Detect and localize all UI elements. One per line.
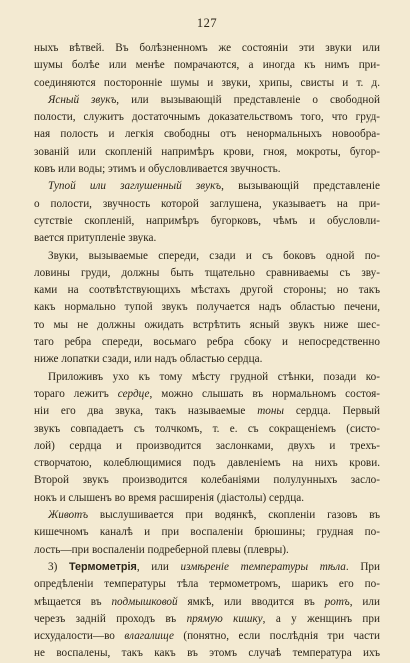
text-line	[34, 611, 380, 628]
paragraph-1	[34, 40, 380, 92]
text-line: ками на соотвѣтствующихъ мѣстахъ другой стороны; но такъ	[34, 284, 380, 297]
text-line: лой) сердца и производится заслонками, двухъ и трехъ-	[34, 439, 380, 452]
text-line: ныхъ вѣтвей. Въ болѣзненномъ же состояніи эти звуки или	[34, 42, 380, 54]
text-fragment: (понятно, если послѣднія три части	[173, 630, 380, 643]
text-fragment: исхудалости—во	[34, 630, 125, 643]
text-line: не воспалены, такъ какъ въ этомъ случаѣ температура ихъ	[34, 647, 380, 660]
text-line: вается притупленіе звука.	[34, 232, 157, 245]
text-line: створчатою, колеблющимися подъ давленіемъ на нихъ крови.	[34, 457, 380, 470]
text-line	[34, 628, 380, 645]
paragraph-comparison	[34, 248, 380, 369]
text-line: лость—при воспаленіи подреберной плевы (плевры).	[34, 543, 289, 556]
text-line: полости, служитъ достаточнымъ доказательствомъ того, что груд-	[34, 111, 380, 124]
text-line: таго ребра спереди, восьмаго ребра сбоку и непосредственно	[34, 336, 380, 349]
text-line: то мы не должны ожидать встрѣтить ясный звукъ ниже шес-	[34, 318, 380, 331]
text-line	[34, 178, 380, 195]
text-line: ная полость и легкія свободны отъ ненормальныхъ новообра-	[34, 128, 380, 141]
paragraph-clear-sound	[34, 92, 380, 178]
term-mouth: ротъ	[324, 595, 350, 608]
text-line	[34, 403, 380, 420]
text-line	[34, 507, 380, 524]
text-line: Второй звукъ производится колебаніями полулунныхъ засло-	[34, 474, 380, 487]
text-line	[34, 386, 380, 403]
text-line	[34, 594, 380, 611]
text-fragment: , вызывающій представленіе	[221, 180, 380, 193]
text-line	[34, 92, 380, 109]
text-line: звукъ совпадаетъ съ толчкомъ, т. е. съ сокращеніемъ (систо-	[34, 422, 380, 435]
paragraph-dull-sound	[34, 178, 380, 247]
text-line: опредѣленіи температуры тѣла термометромъ, шарикъ его по-	[34, 578, 380, 591]
paragraph-heart	[34, 369, 380, 507]
term-temperature-measurement: измѣреніе температуры тѣла	[180, 560, 346, 573]
text-fragment: , а у женщинъ при	[262, 612, 380, 625]
text-line: какъ нормально тупой звукъ получается надъ областью печени,	[34, 301, 380, 314]
text-fragment: , или	[349, 595, 380, 608]
text-line: Приложивъ ухо къ тому мѣсту грудной стѣнки, позади ко-	[48, 370, 380, 383]
term-clear-sound: Ясный звукъ	[48, 93, 117, 106]
text-fragment: выслушивается при водянкѣ, скопленіи газовъ въ	[88, 509, 380, 522]
text-fragment: мѣщается въ	[34, 595, 112, 608]
text-line: кишечномъ каналѣ и при воспаленіи брюшины; грудная по-	[34, 526, 380, 539]
term-tones: тоны	[257, 405, 285, 418]
text-fragment: , можно слышать въ нормальномъ состоя-	[149, 387, 380, 400]
text-line: шумы болѣе или менѣе помрачаются, а иногда къ нимъ при-	[34, 59, 380, 72]
text-line: Звуки, вызываемые спереди, сзади и съ боковъ одной по-	[48, 249, 380, 262]
text-fragment: ніи его два звука, такъ называемые	[34, 405, 258, 418]
text-fragment: сердца. Первый	[284, 405, 380, 418]
heading-thermometry: Термометрія	[68, 560, 137, 573]
term-abdomen: Животъ	[48, 509, 89, 522]
paragraph-thermometry	[34, 559, 380, 663]
text-line: ковъ или воды; этимъ и обусловливается звучность.	[34, 163, 281, 176]
text-fragment: тораго лежитъ	[34, 387, 118, 400]
text-fragment: 3)	[48, 560, 69, 573]
text-line: ниже лопатки сзади, или надъ областью сердца.	[34, 353, 263, 366]
text-line	[34, 559, 380, 576]
text-line: соединяются посторонніе шумы и звуки, хрипы, свисты и т. д.	[34, 76, 380, 89]
text-line: нокъ и слышенъ во время расширенія (діастолы) сердца.	[34, 491, 305, 504]
text-line: зованій или скопленій напримѣръ крови, гноя, мокроты, бугор-	[34, 145, 380, 158]
text-line: сутствіе скопленій, напримѣръ бугорковъ, чѣмъ и обусловли-	[34, 214, 380, 227]
text-fragment: , или вызывающій представленіе о свободной	[116, 93, 380, 106]
term-rectum: прямую кишку	[186, 612, 263, 625]
paragraph-abdomen	[34, 507, 380, 559]
text-line: ловины груди, должны быть тщательно сравниваемы съ зву-	[34, 266, 380, 279]
text-fragment: . При	[345, 560, 380, 573]
term-dull-sound: Тупой или заглушенный звукъ	[48, 180, 222, 193]
text-fragment: , или	[136, 560, 181, 573]
text-fragment: черезъ задній проходъ въ	[34, 612, 187, 625]
term-heart: сердце	[117, 387, 150, 400]
text-fragment: ямкѣ, или вводится въ	[177, 595, 325, 608]
term-vagina: влагалище	[124, 630, 174, 643]
page-number: 127	[196, 16, 218, 30]
text-line: о полости, звучность которой заглушена, указываетъ на при-	[34, 197, 380, 210]
term-armpit: подмышковой	[111, 595, 178, 608]
